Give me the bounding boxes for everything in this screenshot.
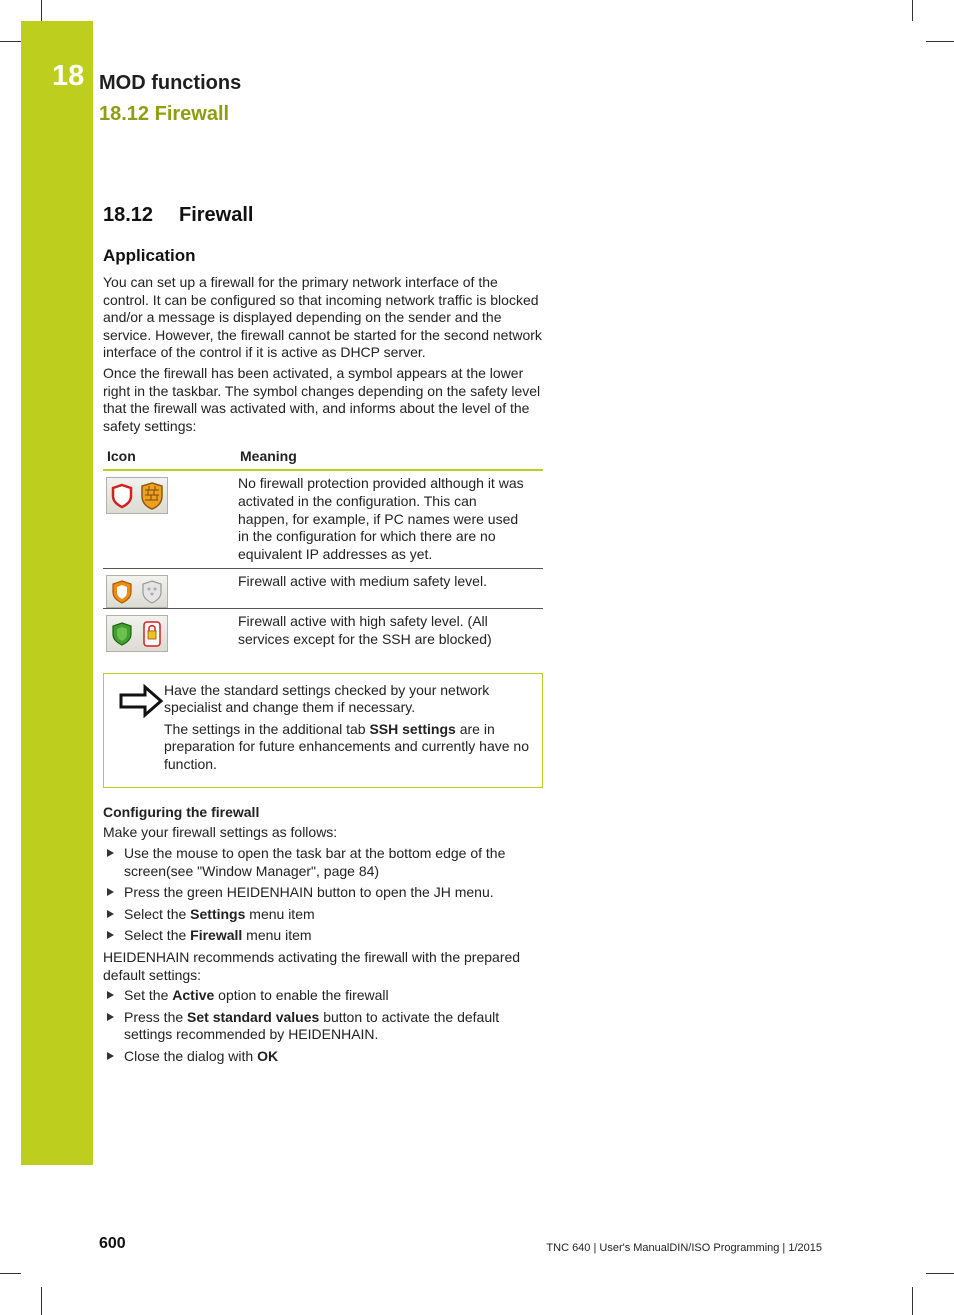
step-text: Press the <box>124 1008 188 1025</box>
step-list <box>103 845 543 945</box>
step-text: Press the green HEIDENHAIN button to open the JH menu. <box>124 884 494 901</box>
crop-mark <box>926 1273 954 1274</box>
arrow-right-icon <box>118 684 164 718</box>
list-item <box>103 1009 543 1044</box>
green-shield-icon <box>111 621 133 647</box>
icon-cell <box>103 609 237 654</box>
step-text: Select the <box>124 927 191 944</box>
step-text: option to enable the firewall <box>214 987 389 1004</box>
firewall-high-icon <box>106 615 168 652</box>
orange-shield-icon <box>111 579 133 605</box>
step-text: Select the <box>124 905 191 922</box>
note-icon-area <box>104 674 164 788</box>
section-title <box>103 204 543 227</box>
chapter-number: 18 <box>52 60 85 92</box>
step-text: menu item <box>242 927 312 944</box>
firewall-medium-icon <box>106 575 168 608</box>
column-header-meaning: Meaning <box>237 445 543 470</box>
list-item <box>103 927 543 945</box>
crop-mark <box>912 1287 913 1315</box>
note-text-segment: The settings in the additional tab <box>164 720 370 737</box>
configuring-heading: Configuring the firewall <box>103 804 260 821</box>
crop-mark <box>912 0 913 21</box>
note-box <box>103 673 543 789</box>
icon-table <box>103 445 543 653</box>
grey-shield-icon <box>141 579 163 605</box>
step-bold: Settings <box>190 905 246 922</box>
chapter-title: MOD functions <box>99 72 242 94</box>
step-bold: Set standard values <box>187 1008 320 1025</box>
crop-mark <box>0 41 21 42</box>
application-heading: Application <box>103 246 196 265</box>
section-reference: 18.12 Firewall <box>99 103 230 125</box>
bullet-arrow-icon <box>107 931 114 939</box>
step-bold: Active <box>172 987 215 1004</box>
section-name: Firewall <box>179 204 254 226</box>
list-item <box>103 845 543 880</box>
table-row <box>103 609 543 654</box>
note-bold-term: SSH settings <box>369 720 456 737</box>
meaning-cell: No firewall protection provided although it was activated in the configuration. This can happen, for example, if PC names were used in the configuration for which there are no equivalent IP addresses as yet. <box>237 470 543 568</box>
configuring-intro: Make your firewall settings as follows: <box>103 824 338 841</box>
bullet-arrow-icon <box>107 1013 114 1021</box>
page-content <box>103 204 543 1070</box>
note-paragraph <box>164 721 532 774</box>
firewall-none-icon <box>106 477 168 514</box>
list-item <box>103 884 543 902</box>
crop-mark <box>926 41 954 42</box>
red-shield-icon <box>111 483 133 509</box>
column-header-icon: Icon <box>103 445 237 470</box>
icon-cell <box>103 470 237 568</box>
bullet-arrow-icon <box>107 849 114 857</box>
step-bold: Firewall <box>190 927 243 944</box>
orange-wall-shield-icon <box>140 481 164 511</box>
table-header-row <box>103 445 543 470</box>
table-row <box>103 470 543 568</box>
section-number: 18.12 <box>103 204 154 226</box>
icon-cell <box>103 569 237 609</box>
step-text: Set the <box>124 987 173 1004</box>
meaning-cell: Firewall active with medium safety level. <box>237 569 543 609</box>
application-paragraph: You can set up a firewall for the primary network interface of the control. It can be configured so that incoming network traffic is blocked and/or a message is displayed depending on the sender and the service. However, the firewall cannot be started for the second network interface of the control if it is active as DHCP server. <box>103 274 542 361</box>
meaning-cell: Firewall active with high safety level. (All services except for the SSH are blocked) <box>238 613 492 647</box>
list-item <box>103 906 543 924</box>
step-bold: OK <box>257 1048 279 1064</box>
crop-mark <box>0 1273 21 1274</box>
step-text: button to activate the default settings recommended by HEIDENHAIN. <box>124 1008 500 1043</box>
list-item <box>103 1048 543 1066</box>
bullet-arrow-icon <box>107 991 114 999</box>
crop-mark <box>41 1287 42 1315</box>
lock-shield-icon <box>141 619 163 649</box>
note-text <box>164 674 542 788</box>
recommendation-paragraph: HEIDENHAIN recommends activating the firewall with the prepared default settings: <box>103 949 521 983</box>
list-item <box>103 987 543 1005</box>
crop-mark <box>41 0 42 21</box>
bullet-arrow-icon <box>107 1052 114 1060</box>
step-text: menu item <box>245 905 315 922</box>
step-text: Close the dialog with <box>124 1048 258 1064</box>
note-text-segment: are in preparation for future enhancements and currently have no function. <box>164 720 530 772</box>
bullet-arrow-icon <box>107 888 114 896</box>
step-list <box>103 987 543 1065</box>
bullet-arrow-icon <box>107 910 114 918</box>
note-paragraph: Have the standard settings checked by your network specialist and change them if necessary. <box>164 681 490 716</box>
table-row <box>103 569 543 609</box>
chapter-sidebar <box>21 21 93 1165</box>
page-number: 600 <box>99 1235 126 1252</box>
footer-text: TNC 640 | User's ManualDIN/ISO Programming | 1/2015 <box>546 1242 822 1254</box>
step-text: Use the mouse to open the task bar at the bottom edge of the screen(see "Window Manager", page 84) <box>124 845 506 879</box>
application-paragraph: Once the firewall has been activated, a symbol appears at the lower right in the taskbar. The symbol changes depending on the safety level that the firewall was activated with, and informs about the level of the safety settings: <box>103 364 541 434</box>
